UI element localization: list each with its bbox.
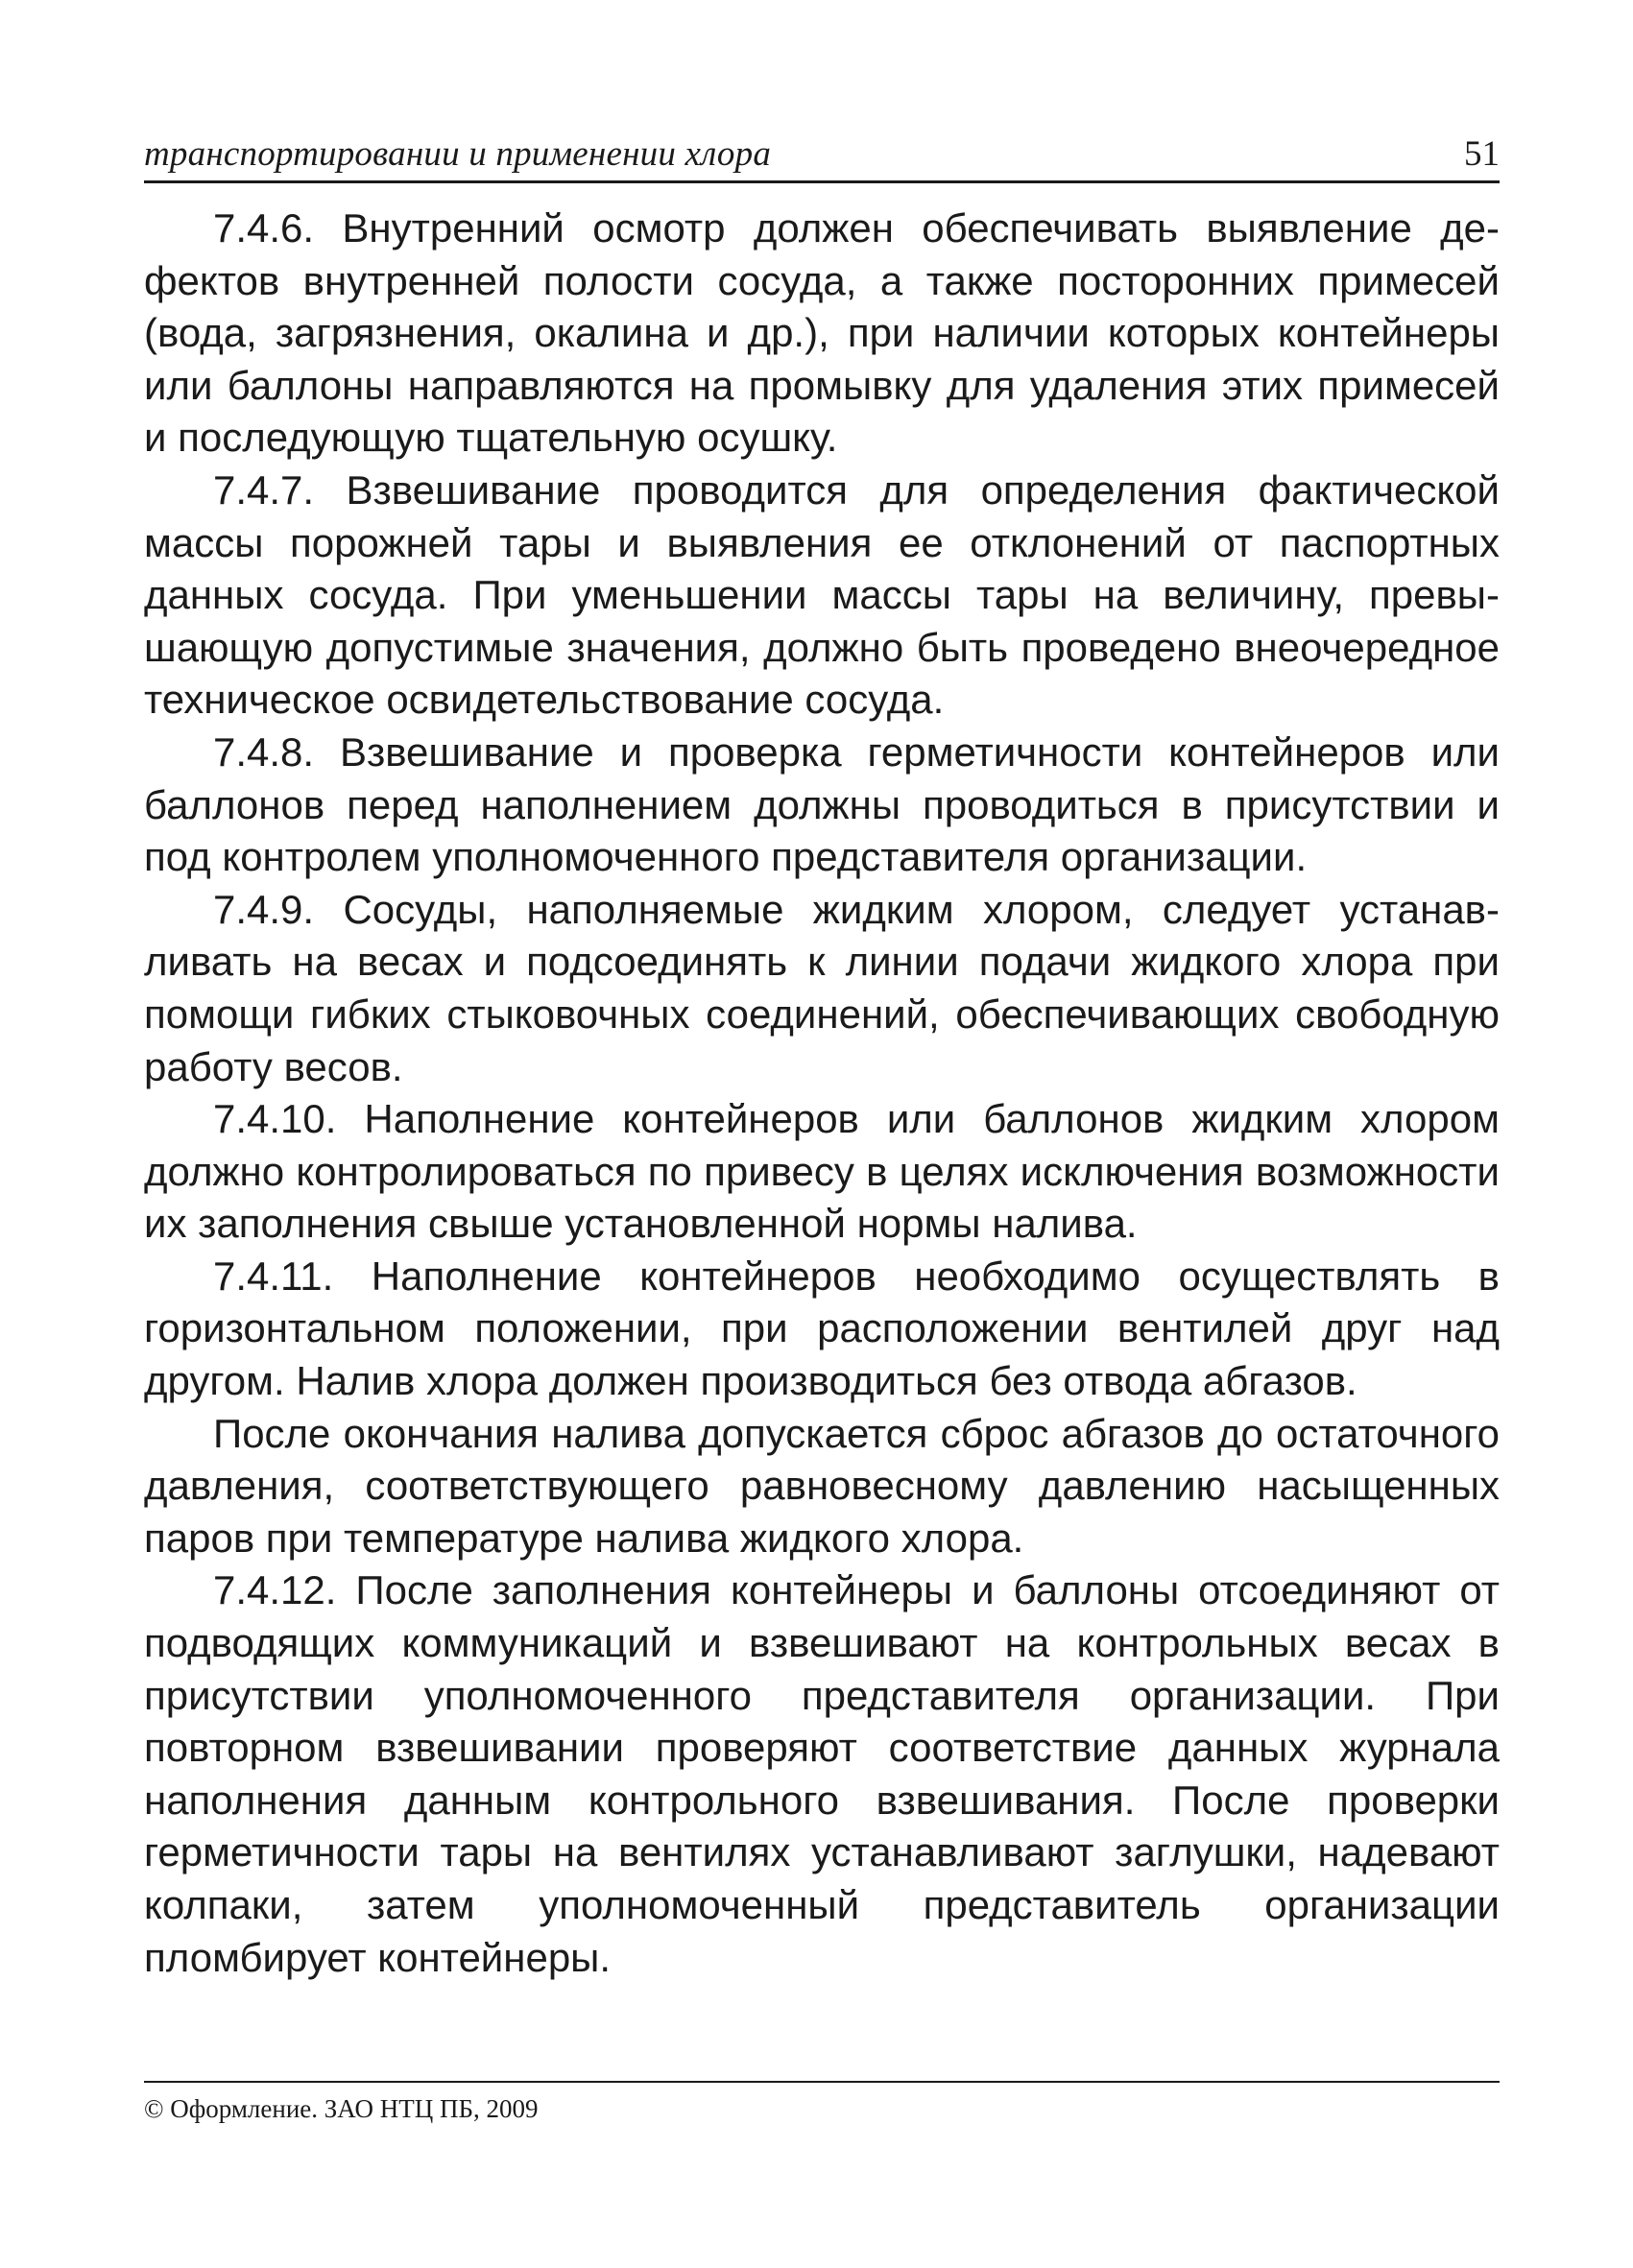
paragraph-7-4-9: 7.4.9. Сосуды, наполняемые жидким хлором, следует устанавливать на весах и подсоединять к линии подачи жидкого хлора при помощи гибких стыковочных соединений, обеспечивающих свободную работу весов. xyxy=(144,886,1500,1089)
footer xyxy=(144,2081,1500,2124)
page-number: 51 xyxy=(1464,134,1500,174)
paragraph-abgas-release: После окончания налива допускается сброс абгазов до остаточного давления, соответствующего равновесному давлению насыщенных паров при температуре налива жидкого хлора. xyxy=(144,1410,1500,1561)
document-page xyxy=(144,134,1500,2131)
paragraph-7-4-7: 7.4.7. Взвешивание проводится для определения фактической массы порожней тары и выявления ее отклонений от паспортных данных сосуда. При уменьшении массы тары на величину, превышающую допустимые значения, должно быть проведено внеочередное техническое освидетельствование сосуда. xyxy=(144,466,1500,723)
paragraph-7-4-11: 7.4.11. Наполнение контейнеров необходимо осуществлять в горизонтальном положении, при расположении вентилей друг над другом. Налив хлора должен производиться без отвода абгазов. xyxy=(144,1253,1500,1404)
footer-copyright: © Оформление. ЗАО НТЦ ПБ, 2009 xyxy=(144,2094,539,2123)
running-header xyxy=(144,134,1500,183)
paragraph-7-4-10: 7.4.10. Наполнение контейнеров или баллонов жидким хлором должно контролироваться по привесу в целях исключения возможности их заполнения свыше установленной нормы налива. xyxy=(144,1096,1500,1247)
body-text xyxy=(144,203,1500,1984)
paragraph-7-4-6: 7.4.6. Внутренний осмотр должен обеспечивать выявление дефектов внутренней полости сосуда, а также посторонних примесей (вода, загрязнения, окалина и др.), при наличии которых контейнеры или баллоны направляются на промывку для удаления этих примесей и последующую тщательную осушку. xyxy=(144,205,1500,461)
paragraph-7-4-8: 7.4.8. Взвешивание и проверка герметичности контейнеров или баллонов перед наполнением должны проводиться в присутствии и под контролем уполномоченного представителя организации. xyxy=(144,728,1500,880)
paragraph-7-4-12: 7.4.12. После заполнения контейнеры и баллоны отсоединяют от подводящих коммуникаций и взвешивают на контрольных весах в присутствии уполномоченного представителя организации. При повторном взвешивании проверяют соответствие данных журнала наполнения данным контрольного взвешивания. После проверки герметичности тары на вентилях устанавливают заглушки, надевают колпаки, затем уполномоченный представитель организации пломбирует контейнеры. xyxy=(144,1567,1500,1980)
header-title: транспортировании и применении хлора xyxy=(144,134,772,174)
